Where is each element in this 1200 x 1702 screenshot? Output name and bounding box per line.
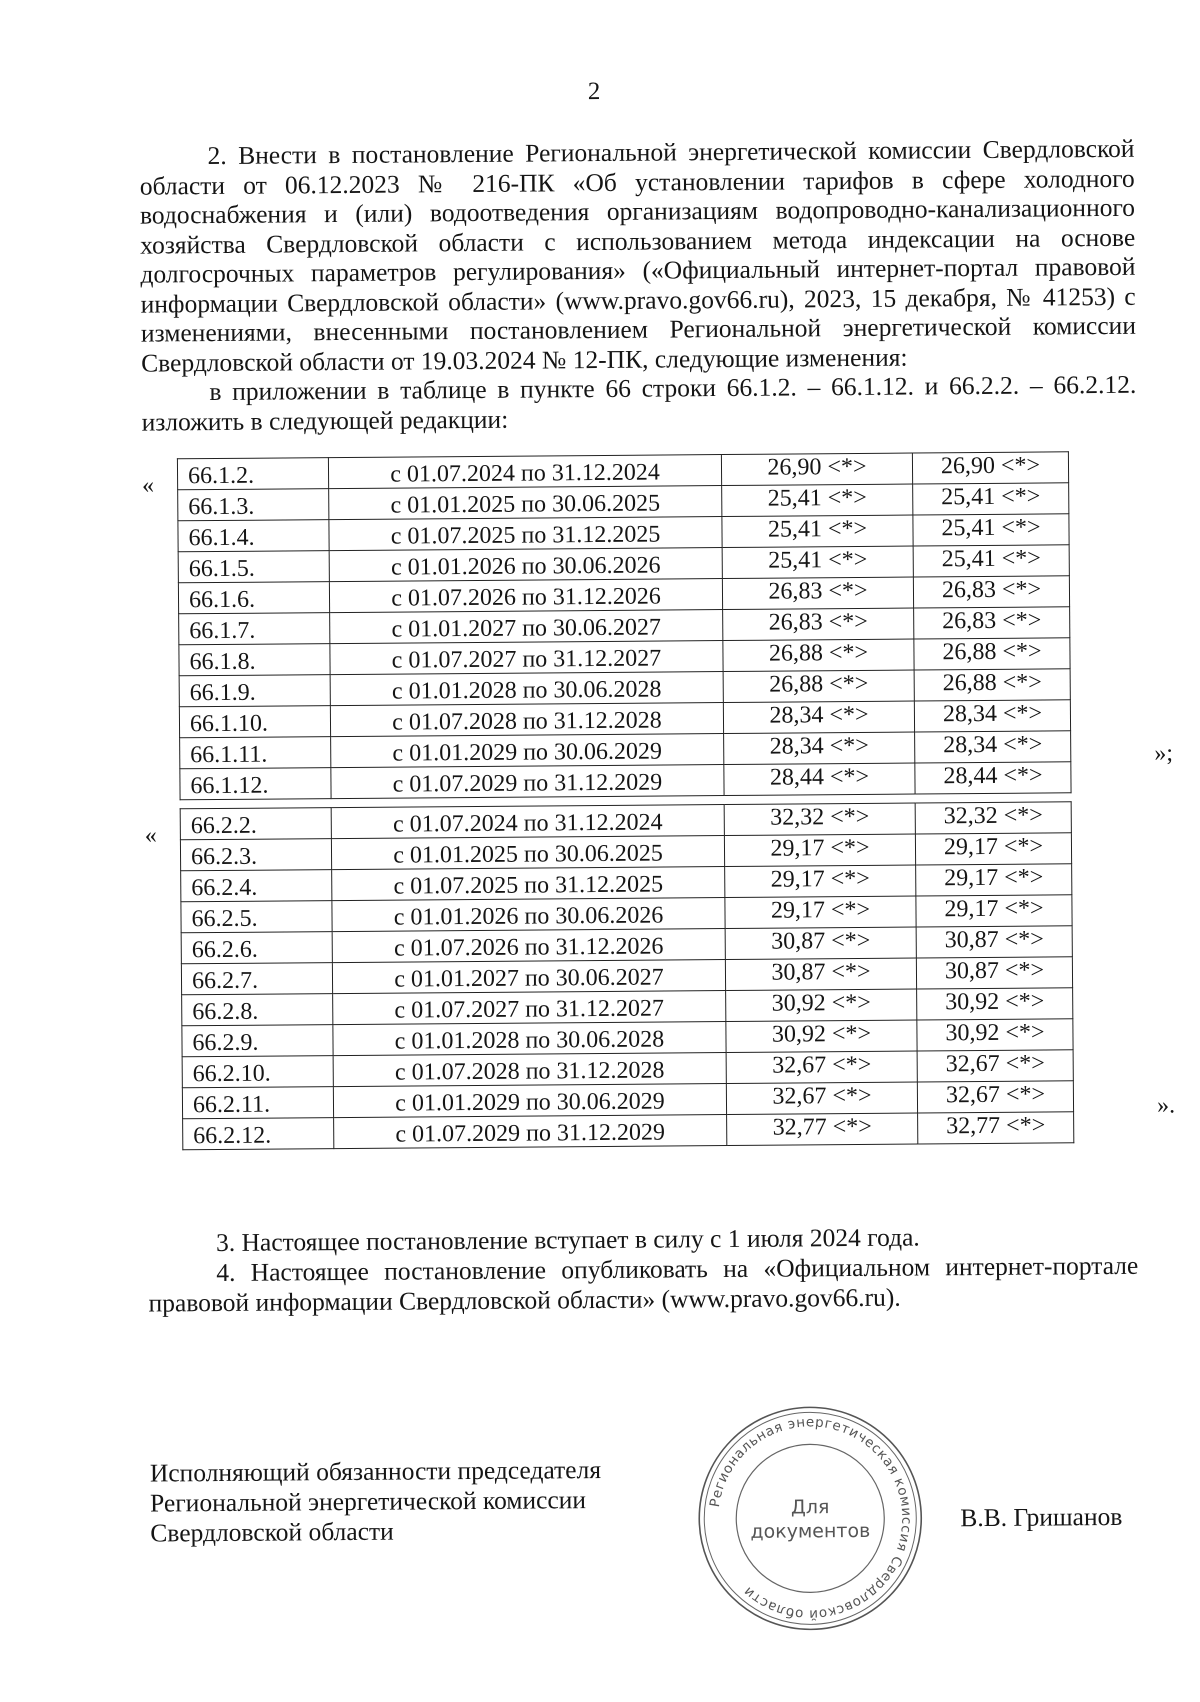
stamp-center-line-2: документов: [750, 1519, 871, 1543]
row-period: с 01.01.2028 по 30.06.2028: [333, 1022, 726, 1056]
row-value-2: 29,17 <*>: [916, 895, 1072, 927]
row-number: 66.2.6.: [181, 932, 332, 964]
row-value-2: 26,83 <*>: [913, 576, 1069, 608]
row-period: с 01.07.2029 по 31.12.2029: [334, 1115, 727, 1149]
row-value-2: 32,67 <*>: [917, 1050, 1073, 1082]
row-value-2: 32,67 <*>: [917, 1081, 1073, 1113]
row-period: с 01.07.2026 по 31.12.2026: [332, 929, 725, 963]
table-2-close-quote: ».: [1156, 1092, 1176, 1119]
row-period: с 01.01.2027 по 30.06.2027: [330, 610, 723, 644]
row-period: с 01.01.2025 по 30.06.2025: [331, 836, 724, 870]
row-period: с 01.07.2027 по 31.12.2027: [330, 641, 723, 675]
row-value-2: 30,92 <*>: [917, 1019, 1073, 1051]
table-1-close-quote: »;: [1154, 740, 1174, 767]
row-value-1: 32,67 <*>: [726, 1051, 917, 1083]
row-number: 66.1.8.: [179, 644, 330, 676]
row-number: 66.2.3.: [180, 839, 331, 871]
row-value-2: 25,41 <*>: [913, 514, 1069, 546]
row-period: с 01.01.2029 по 30.06.2029: [333, 1084, 726, 1118]
row-period: с 01.07.2027 по 31.12.2027: [333, 991, 726, 1025]
row-period: с 01.01.2029 по 30.06.2029: [331, 734, 724, 768]
row-period: с 01.07.2028 по 31.12.2028: [333, 1053, 726, 1087]
row-value-2: 26,90 <*>: [912, 452, 1068, 484]
row-value-1: 32,67 <*>: [726, 1082, 917, 1114]
row-value-1: 25,41 <*>: [722, 515, 913, 547]
row-value-1: 30,92 <*>: [726, 1020, 917, 1052]
row-period: с 01.01.2026 по 30.06.2026: [332, 898, 725, 932]
row-value-1: 28,34 <*>: [723, 701, 914, 733]
row-value-2: 26,88 <*>: [914, 669, 1070, 701]
stamp-center-line-1: Для: [790, 1496, 830, 1519]
paragraph-3: 3. Настоящее постановление вступает в силу с 1 июля 2024 года.: [215, 1222, 920, 1258]
row-value-1: 30,87 <*>: [725, 958, 916, 990]
table-2-block: [144, 801, 1176, 1150]
row-value-2: 30,87 <*>: [916, 926, 1072, 958]
row-number: 66.1.12.: [180, 768, 331, 800]
row-value-1: 25,41 <*>: [722, 484, 913, 516]
signature-title-line-1: Исполняющий обязанности председателя: [149, 1455, 602, 1488]
official-stamp: [694, 1402, 926, 1634]
row-value-2: 26,88 <*>: [914, 638, 1070, 670]
page-number: 2: [587, 77, 601, 106]
row-number: 66.1.2.: [177, 458, 328, 490]
row-value-2: 30,87 <*>: [916, 957, 1072, 989]
row-number: 66.1.10.: [179, 706, 330, 738]
row-value-2: 25,41 <*>: [913, 545, 1069, 577]
row-number: 66.2.9.: [182, 1025, 333, 1057]
signer-name: В.В. Гришанов: [960, 1501, 1123, 1533]
row-number: 66.2.10.: [182, 1056, 333, 1088]
row-number: 66.2.11.: [182, 1087, 333, 1119]
row-value-1: 28,34 <*>: [724, 732, 915, 764]
row-number: 66.1.5.: [178, 551, 329, 583]
row-number: 66.1.3.: [178, 489, 329, 521]
row-period: с 01.07.2028 по 31.12.2028: [330, 703, 723, 737]
paragraph-2-sub: в приложении в таблице в пункте 66 строки 66.1.2. – 66.1.12. и 66.2.2. – 66.2.12. изложить в следующей редакции:: [141, 369, 1137, 437]
row-period: с 01.07.2024 по 31.12.2024: [328, 455, 721, 489]
signature-block: [150, 1455, 602, 1549]
closing-text: [148, 1221, 1139, 1319]
row-period: с 01.07.2025 по 31.12.2025: [332, 867, 725, 901]
table-1-block: [142, 451, 1174, 800]
row-number: 66.2.7.: [181, 963, 332, 995]
row-value-1: 25,41 <*>: [722, 546, 913, 578]
row-value-1: 30,87 <*>: [725, 927, 916, 959]
row-value-2: 28,44 <*>: [915, 762, 1071, 794]
row-number: 66.2.2.: [180, 808, 331, 840]
row-number: 66.2.5.: [181, 901, 332, 933]
row-value-1: 26,90 <*>: [721, 453, 912, 485]
row-number: 66.2.4.: [181, 870, 332, 902]
row-number: 66.1.11.: [180, 737, 331, 769]
row-value-2: 26,83 <*>: [914, 607, 1070, 639]
row-value-1: 28,44 <*>: [724, 763, 915, 795]
row-period: с 01.01.2027 по 30.06.2027: [332, 960, 725, 994]
table-row: [183, 1112, 1074, 1150]
row-number: 66.1.9.: [179, 675, 330, 707]
row-value-1: 29,17 <*>: [724, 834, 915, 866]
row-value-1: 32,32 <*>: [724, 803, 915, 835]
row-value-1: 29,17 <*>: [725, 865, 916, 897]
row-value-2: 32,32 <*>: [915, 802, 1071, 834]
row-value-2: 28,34 <*>: [914, 700, 1070, 732]
tariff-table-1: [177, 451, 1072, 800]
row-number: 66.2.12.: [183, 1118, 334, 1150]
row-value-1: 32,77 <*>: [727, 1113, 918, 1145]
paragraph-4: 4. Настоящее постановление опубликовать на «Официальном интернет-портале правовой информации Свердловской области» (www.pravo.gov66.ru).: [148, 1250, 1139, 1318]
row-value-2: 29,17 <*>: [916, 864, 1072, 896]
row-value-1: 29,17 <*>: [725, 896, 916, 928]
row-value-1: 26,88 <*>: [723, 670, 914, 702]
signature-title-line-3: Свердловской области: [150, 1516, 394, 1548]
row-period: с 01.07.2025 по 31.12.2025: [329, 517, 722, 551]
row-value-1: 26,83 <*>: [723, 608, 914, 640]
row-value-1: 30,92 <*>: [726, 989, 917, 1021]
table-1-open-quote: «: [142, 472, 155, 499]
row-value-2: 32,77 <*>: [918, 1112, 1074, 1144]
paragraph-2: 2. Внести в постановление Региональной энергетической комиссии Свердловской области от 06.12.2023 № 216-ПК «Об установлении тарифов в сфере холодного водоснабжения и (или) водоотведения организациям водопроводно-канализационного хозяйства Свердловской области с использованием метода индексации на основе долгосрочных параметров регулирования» («Официальный интернет-портал правовой информации Свердловской области» (www.pravo.gov66.ru), 2023, 15 декабря, № 41253) с изменениями, внесенными постановлением Региональной энергетической комиссии Свердловской области от 19.03.2024 № 12-ПК, следующие изменения:: [139, 133, 1137, 378]
main-text: [139, 134, 1136, 437]
table-row: [180, 762, 1071, 800]
signature-title-line-2: Региональной энергетической комиссии: [150, 1485, 587, 1518]
row-number: 66.2.8.: [182, 994, 333, 1026]
stamp-ring-text: Региональная энергетическая комиссия Свердловской области: [706, 1414, 915, 1623]
row-period: с 01.01.2028 по 30.06.2028: [330, 672, 723, 706]
row-period: с 01.07.2024 по 31.12.2024: [331, 805, 724, 839]
row-value-1: 26,88 <*>: [723, 639, 914, 671]
table-2-open-quote: «: [144, 822, 157, 849]
tariff-table-2: [180, 801, 1075, 1150]
row-value-2: 29,17 <*>: [915, 833, 1071, 865]
row-period: с 01.01.2025 по 30.06.2025: [329, 486, 722, 520]
row-value-2: 28,34 <*>: [915, 731, 1071, 763]
row-period: с 01.01.2026 по 30.06.2026: [329, 548, 722, 582]
row-number: 66.1.7.: [179, 613, 330, 645]
row-number: 66.1.6.: [178, 582, 329, 614]
row-value-1: 26,83 <*>: [722, 577, 913, 609]
row-period: с 01.07.2029 по 31.12.2029: [331, 765, 724, 799]
row-value-2: 25,41 <*>: [913, 483, 1069, 515]
row-number: 66.1.4.: [178, 520, 329, 552]
row-value-2: 30,92 <*>: [917, 988, 1073, 1020]
row-period: с 01.07.2026 по 31.12.2026: [329, 579, 722, 613]
